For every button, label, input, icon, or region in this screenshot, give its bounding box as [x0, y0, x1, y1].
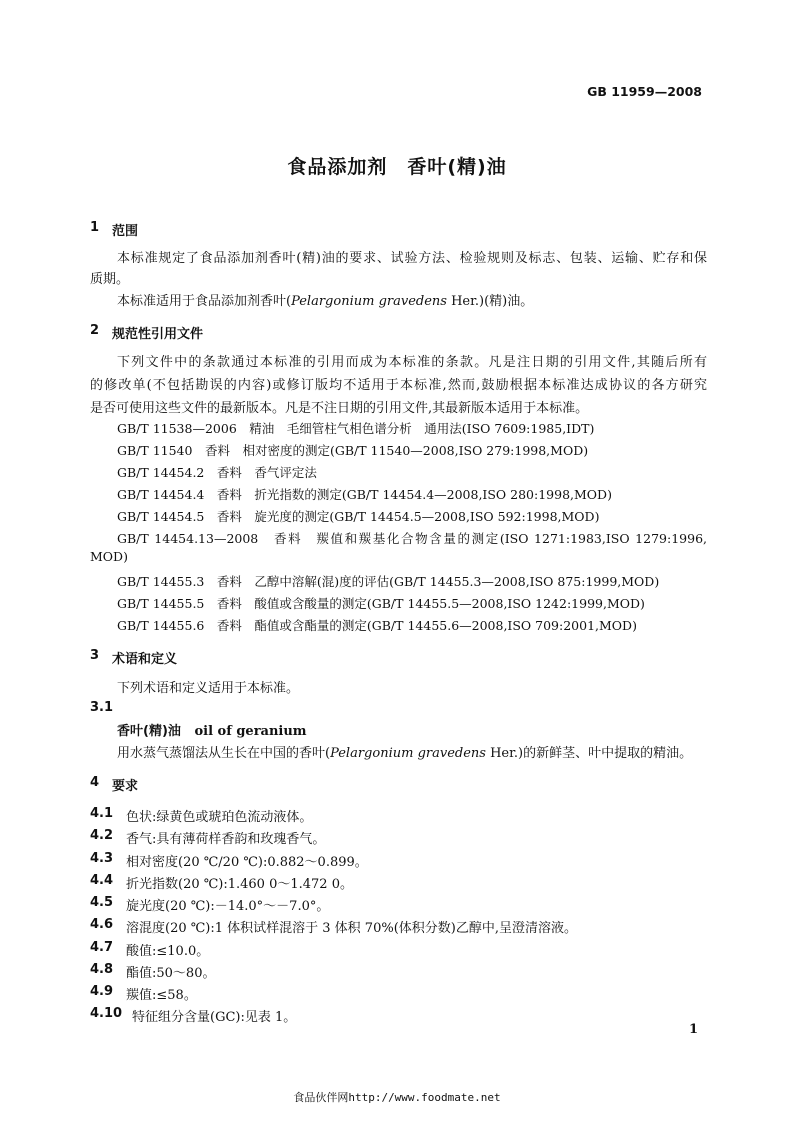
section-1-para-2-post: Her.)(精)油。 — [446, 294, 534, 309]
requirement-text: 羰值:≤58。 — [126, 988, 197, 1003]
requirement-text: 香气:具有薄荷样香韵和玫瑰香气。 — [126, 832, 326, 847]
requirement-number: 4.5 — [90, 895, 114, 910]
section-1-para-1-line-1: 本标准规定了食品添加剂香叶(精)油的要求、试验方法、检验规则及标志、包装、运输、贮存和保 — [117, 251, 707, 266]
requirement-text: 色状:绿黄色或琥珀色流动液体。 — [126, 810, 313, 825]
section-3-intro: 下列术语和定义适用于本标准。 — [117, 681, 300, 696]
section-1-para-2-pre: 本标准适用于食品添加剂香叶( — [117, 294, 292, 309]
reference-item: GB/T 14455.3 香料 乙醇中溶解(混)度的评估(GB/T 14455.3—2008,ISO 875:1999,MOD) — [117, 574, 660, 589]
latin-species-name: Pelargonium gravedens — [330, 746, 486, 761]
section-2-title: 规范性引用文件 — [112, 327, 204, 342]
reference-item: GB/T 14454.4 香料 折光指数的测定(GB/T 14454.4—2008,ISO 280:1998,MOD) — [117, 487, 612, 502]
requirement-number: 4.4 — [90, 873, 114, 888]
requirement-text: 酸值:≤10.0。 — [126, 944, 210, 959]
section-4-title: 要求 — [112, 779, 139, 794]
requirement-number: 4.6 — [90, 917, 114, 932]
reference-item-continuation: MOD) — [90, 549, 128, 564]
footer — [0, 1089, 794, 1105]
term-definition-pre: 用水蒸气蒸馏法从生长在中国的香叶( — [117, 746, 331, 761]
section-2-para-line-3: 是否可使用这些文件的最新版本。凡是不注日期的引用文件,其最新版本适用于本标准。 — [90, 401, 589, 416]
requirement-number: 4.8 — [90, 962, 114, 977]
standard-code: GB 11959—2008 — [587, 84, 702, 99]
term-definition-post: Her.)的新鲜茎、叶中提取的精油。 — [485, 746, 693, 761]
section-1-title: 范围 — [112, 224, 139, 239]
requirement-text: 特征组分含量(GC):见表 1。 — [132, 1010, 297, 1025]
requirement-number: 4.10 — [90, 1006, 123, 1021]
subsection-3-1-number: 3.1 — [90, 700, 114, 715]
section-2-para-line-1: 下列文件中的条款通过本标准的引用而成为本标准的条款。凡是注日期的引用文件,其随后所有 — [117, 355, 707, 370]
requirement-text: 相对密度(20 ℃/20 ℃):0.882～0.899。 — [126, 855, 368, 870]
footer-site-name: 食品伙伴网 — [293, 1091, 349, 1104]
requirement-text: 折光指数(20 ℃):1.460 0～1.472 0。 — [126, 877, 353, 892]
footer-url[interactable]: http://www.foodmate.net — [348, 1091, 501, 1104]
page-number: 1 — [688, 1022, 698, 1037]
section-2-number: 2 — [90, 323, 100, 338]
requirement-number: 4.3 — [90, 851, 114, 866]
requirement-number: 4.9 — [90, 984, 114, 999]
term-definition — [117, 742, 692, 761]
reference-item: GB/T 11538—2006 精油 毛细管柱气相色谱分析 通用法(ISO 7609:1985,IDT) — [117, 421, 595, 436]
requirement-number: 4.7 — [90, 940, 114, 955]
section-1-para-1-line-2: 质期。 — [90, 272, 130, 287]
section-2-para-line-2: 的修改单(不包括勘误的内容)或修订版均不适用于本标准,然而,鼓励根据本标准达成协议的各方研究 — [90, 378, 707, 393]
reference-item: GB/T 14455.5 香料 酸值或含酸量的测定(GB/T 14455.5—2008,ISO 1242:1999,MOD) — [117, 596, 645, 611]
term-english: oil of geranium — [194, 724, 307, 739]
section-1-number: 1 — [90, 220, 100, 235]
reference-item: GB/T 14455.6 香料 酯值或含酯量的测定(GB/T 14455.6—2008,ISO 709:2001,MOD) — [117, 618, 637, 633]
section-3-title: 术语和定义 — [112, 652, 178, 667]
section-3-number: 3 — [90, 648, 100, 663]
requirement-number: 4.2 — [90, 828, 114, 843]
reference-item: GB/T 14454.13—2008 香料 羰值和羰基化合物含量的测定(ISO 1271:1983,ISO 1279:1996, — [117, 531, 707, 546]
reference-item: GB/T 14454.2 香料 香气评定法 — [117, 465, 317, 480]
term-chinese: 香叶(精)油 — [117, 724, 181, 739]
requirement-text: 旋光度(20 ℃):－14.0°～－7.0°。 — [126, 899, 330, 914]
reference-item: GB/T 14454.5 香料 旋光度的测定(GB/T 14454.5—2008,ISO 592:1998,MOD) — [117, 509, 600, 524]
requirement-number: 4.1 — [90, 806, 114, 821]
section-4-number: 4 — [90, 775, 100, 790]
requirement-text: 溶混度(20 ℃):1 体积试样混溶于 3 体积 70%(体积分数)乙醇中,呈澄清溶液。 — [126, 921, 577, 936]
reference-item: GB/T 11540 香料 相对密度的测定(GB/T 11540—2008,ISO 279:1998,MOD) — [117, 443, 589, 458]
term-heading — [117, 720, 307, 739]
requirement-text: 酯值:50～80。 — [126, 966, 216, 981]
section-1-para-2 — [117, 290, 533, 309]
document-title: 食品添加剂 香叶(精)油 — [287, 156, 507, 178]
latin-species-name: Pelargonium gravedens — [291, 294, 447, 309]
